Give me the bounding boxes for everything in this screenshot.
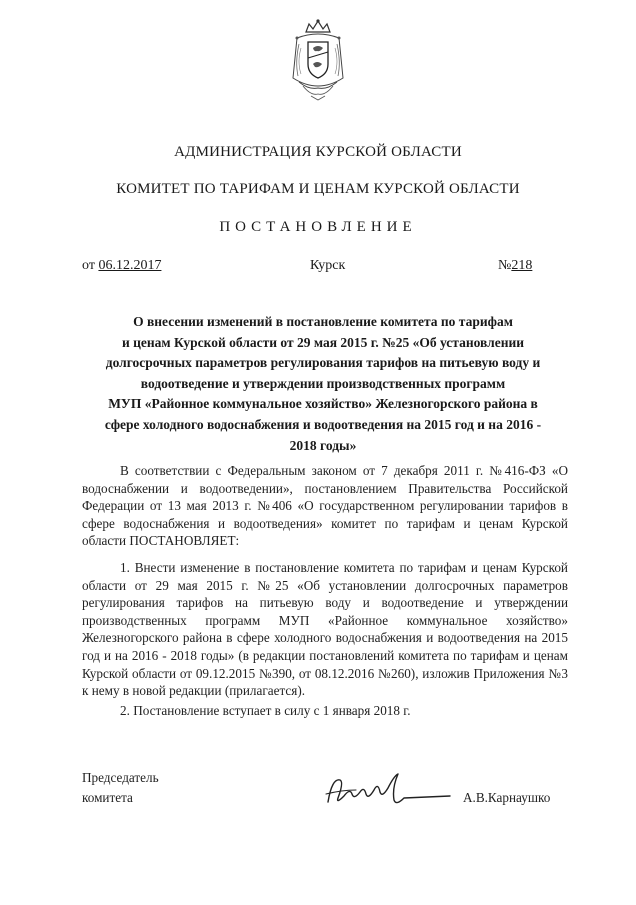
body-paragraph-3: 2. Постановление вступает в силу с 1 января 2018 г.	[120, 703, 411, 718]
title-line: сфере холодного водоснабжения и водоотведения на 2015 год и на 2016 -	[104, 416, 542, 432]
title-line: и ценам Курской области от 29 мая 2015 г. №25 «Об установлении	[121, 334, 525, 350]
date-prefix: от	[82, 258, 99, 273]
signature-icon	[322, 768, 452, 812]
committee-name: КОМИТЕТ ПО ТАРИФАМ И ЦЕНАМ КУРСКОЙ ОБЛАСТИ	[116, 181, 520, 197]
title-line: МУП «Районное коммунальное хозяйство» Железногорского района в	[108, 396, 538, 412]
signer-name: А.В.Карнаушко	[463, 790, 551, 805]
signer-role-line1: Председатель	[82, 770, 159, 785]
number-value: 218	[511, 258, 533, 273]
document-type: ПОСТАНОВЛЕНИЕ	[219, 219, 417, 235]
document-title	[80, 312, 566, 456]
document-number	[498, 258, 532, 274]
organization-name: АДМИНИСТРАЦИЯ КУРСКОЙ ОБЛАСТИ	[174, 144, 462, 160]
document-date	[82, 258, 161, 274]
number-prefix: №	[498, 258, 512, 273]
title-line: водоотведение и утверждении производственных программ	[140, 375, 506, 391]
title-line: 2018 годы»	[289, 437, 357, 453]
title-line: О внесении изменений в постановление комитета по тарифам	[133, 314, 513, 329]
document-city: Курск	[310, 258, 346, 273]
signer-role-line2: комитета	[82, 790, 133, 805]
coat-of-arms-icon	[289, 18, 347, 102]
body-paragraph-2: 1. Внести изменение в постановление комитета по тарифам и ценам Курской области от 29 мая 2015 г. №25 «Об установлении долгосрочных параметров регулирования тарифов на питьевую воду и водоотведение и утверждении производственных программ МУП «Районное коммунальное хозяйство» Железногорского района в сфере холодного водоснабжения и водоотведения на 2015 год и на 2016 - 2018 годы» (в редакции постановлений комитета по тарифам и ценам Курской области от 09.12.2015 №390, от 08.12.2016 №260), изложив Приложения №3 к нему в новой редакции (прилагается).	[82, 560, 568, 699]
title-line: долгосрочных параметров регулирования тарифов на питьевую воду и	[105, 355, 541, 371]
body-paragraph-1: В соответствии с Федеральным законом от 7 декабря 2011 г. №416-ФЗ «О водоснабжении и водоотведении», постановлением Правительства Российской Федерации от 13 мая 2013 г. №406 «О государственном регулировании тарифов в сфере водоснабжения и водоотведения» комитет по тарифам и ценам Курской области ПОСТАНОВЛЯЕТ:	[82, 463, 568, 549]
date-value: 06.12.2017	[98, 258, 162, 273]
